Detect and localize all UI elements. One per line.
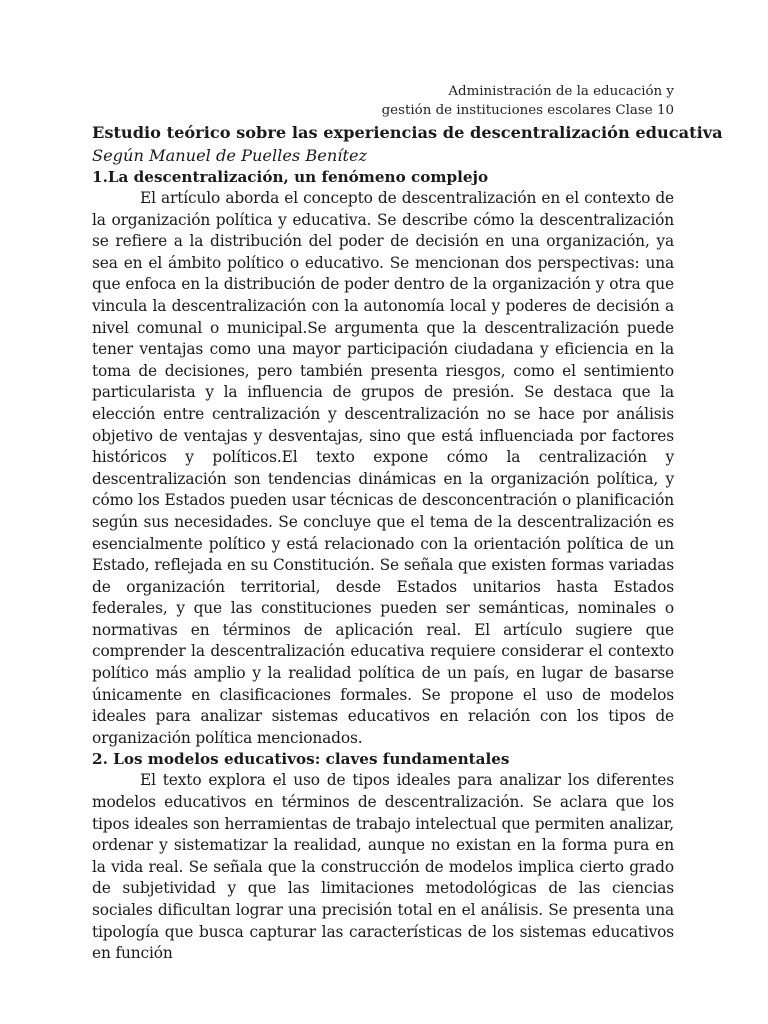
document-subtitle: Según Manuel de Puelles Benítez <box>92 146 368 165</box>
document-title: Estudio teórico sobre las experiencias de descentralización educativa <box>92 123 723 142</box>
section-1 <box>92 167 674 749</box>
course-header-line-1: Administración de la educación y <box>448 84 674 99</box>
section-heading: 1.La descentralización, un fenómeno complejo <box>92 168 489 186</box>
document-page <box>92 82 723 965</box>
course-header-line-2: gestión de instituciones escolares Clase 10 <box>381 103 674 118</box>
section-paragraph: El texto explora el uso de tipos ideales para analizar los diferentes modelos educativos en términos de descentralización. Se aclara que los tipos ideales son herramientas de trabajo intelectual que permiten analizar, ordenar y sistematizar la realidad, aunque no existan en la forma pura en la vida real. Se señala que la construcción de modelos implica cierto grado de subjetividad y que las limitaciones metodológicas de las ciencias sociales dificultan lograr una precisión total en el análisis. Se presenta una tipología que busca capturar las características de los sistemas educativos en función <box>92 771 674 963</box>
section-2 <box>92 749 674 964</box>
section-heading: 2. Los modelos educativos: claves fundamentales <box>92 750 510 769</box>
course-header <box>92 82 674 120</box>
section-paragraph: El artículo aborda el concepto de descentralización en el contexto de la organización política y educativa. Se describe cómo la descentralización se refiere a la distribución del poder de decisión en una organización, ya sea en el ámbito político o educativo. Se mencionan dos perspectivas: una que enfoca en la distribución de poder dentro de la organización y otra que vincula la descentralización con la autonomía local y poderes de decisión a nivel comunal o municipal.Se argumenta que la descentralización puede tener ventajas como una mayor participación ciudadana y eficiencia en la toma de decisiones, pero también presenta riesgos, como el sentimiento particularista y la influencia de grupos de presión. Se destaca que la elección entre centralización y descentralización no se hace por análisis objetivo de ventajas y desventajas, sino que está influenciada por factores históricos y políticos.El texto expone cómo la centralización y descentralización son tendencias dinámicas en la organización política, y cómo los Estados pueden usar técnicas de desconcentración o planificación según sus necesidades. Se concluye que el tema de la descentralización es esencialmente político y está relacionado con la orientación política de un Estado, reflejada en su Constitución. Se señala que existen formas variadas de organización territorial, desde Estados unitarios hasta Estados federales, y que las constituciones pueden ser semánticas, nominales o normativas en términos de aplicación real. El artículo sugiere que comprender la descentralización educativa requiere considerar el contexto político más amplio y la realidad política de un país, en lugar de basarse únicamente en clasificaciones formales. Se propone el uso de modelos ideales para analizar sistemas educativos en relación con los tipos de organización política mencionados. <box>92 189 674 747</box>
